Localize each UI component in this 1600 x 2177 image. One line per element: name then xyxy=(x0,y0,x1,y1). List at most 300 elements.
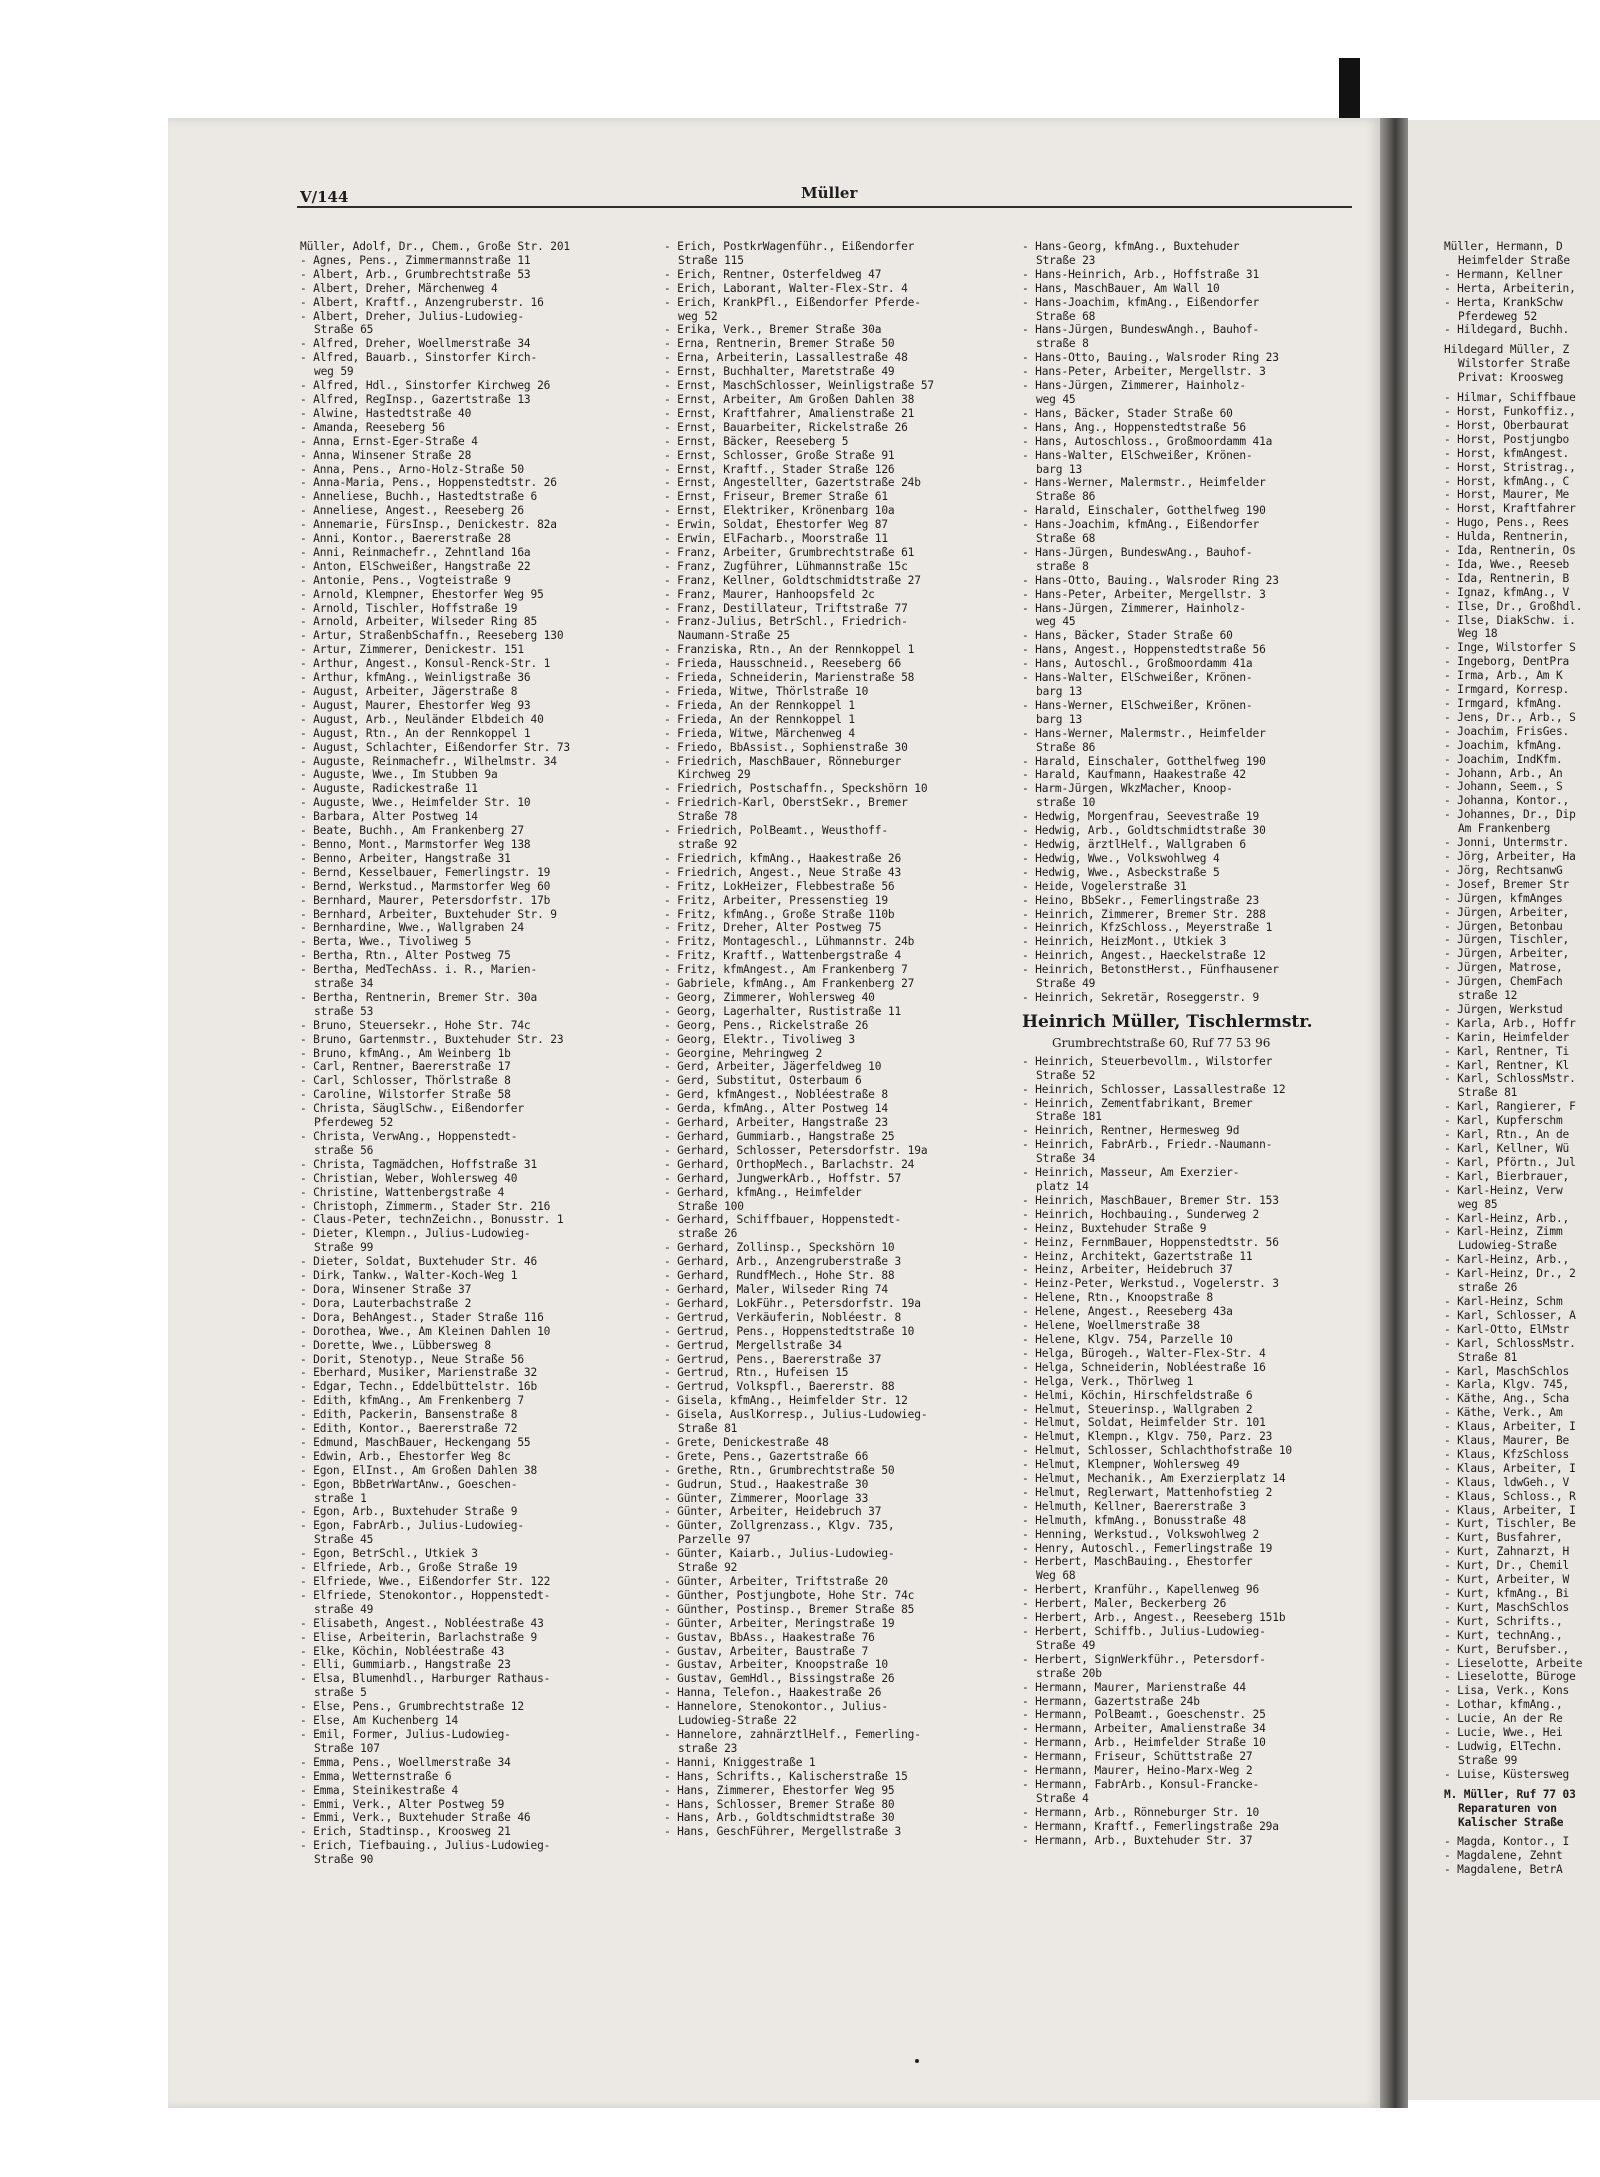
directory-entry: - Edwin, Arb., Ehestorfer Weg 8c xyxy=(300,1449,511,1463)
directory-entry: - Hans, Arb., Goldtschmidtstraße 30 xyxy=(664,1811,895,1825)
directory-entry: - Helmuth, Kellner, Baererstraße 3 xyxy=(1022,1499,1246,1513)
entry-continuation: straße 12 xyxy=(1458,989,1518,1003)
directory-entry: - Hermann, Kellner xyxy=(1444,267,1563,281)
directory-entry: - Karl, MaschSchlos xyxy=(1444,1364,1570,1378)
directory-entry: - Christine, Wattenbergstraße 4 xyxy=(300,1185,505,1199)
directory-entry: - Irmgard, Korresp. xyxy=(1444,683,1570,697)
directory-entry: - Bruno, Gartenmstr., Buxtehuder Str. 23 xyxy=(300,1032,564,1046)
directory-entry: - Hermann, Arb., Heimfelder Straße 10 xyxy=(1022,1736,1266,1750)
directory-entry: - Christian, Weber, Wohlersweg 40 xyxy=(300,1171,518,1185)
directory-entry: - Emmi, Verk., Buxtehuder Straße 46 xyxy=(300,1811,531,1825)
directory-entry: - Hedwig, Wwe., Volkswohlweg 4 xyxy=(1022,851,1220,865)
directory-entry: - Anneliese, Angest., Reeseberg 26 xyxy=(300,504,524,518)
directory-entry: - Erna, Rentnerin, Bremer Straße 50 xyxy=(664,337,895,351)
directory-entry: - Carl, Schlosser, Thörlstraße 8 xyxy=(300,1074,511,1088)
entry-continuation: straße 8 xyxy=(1036,559,1089,573)
directory-entry: - Christa, VerwAng., Hoppenstedt- xyxy=(300,1130,518,1143)
directory-entry: - Helmut, Klempn., Klgv. 750, Parz. 23 xyxy=(1022,1430,1273,1444)
directory-entry: - Horst, Oberbaurat xyxy=(1444,418,1570,432)
advertisement-title: Heinrich Müller, Tischlermstr. xyxy=(1022,1011,1313,1032)
directory-entry: - Heinrich, Zimmerer, Bremer Str. 288 xyxy=(1022,907,1266,921)
directory-entry: - Anton, ElSchweißer, Hangstraße 22 xyxy=(300,559,531,573)
directory-entry: - Günter, Kaiarb., Julius-Ludowieg- xyxy=(664,1547,895,1561)
directory-entry: - Georg, Pens., Rickelstraße 26 xyxy=(664,1018,869,1032)
directory-entry: - Gisela, kfmAng., Heimfelder Str. 12 xyxy=(664,1394,908,1408)
directory-entry: - August, Arbeiter, Jägerstraße 8 xyxy=(300,685,518,698)
directory-entry: - Gustav, GemHdl., Bissingstraße 26 xyxy=(664,1672,895,1686)
directory-entry: - Jürgen, Arbeiter, xyxy=(1444,905,1570,919)
directory-entry: - Käthe, Ang., Scha xyxy=(1444,1392,1570,1406)
directory-entry: - Ernst, Kraftfahrer, Amalienstraße 21 xyxy=(664,406,915,420)
directory-entry: - Gerhard, Maler, Wilseder Ring 74 xyxy=(664,1282,888,1296)
entry-continuation: Kirchweg 29 xyxy=(678,768,751,782)
directory-entry: - Karl, Rentner, Ti xyxy=(1444,1044,1570,1058)
directory-entry: - Grete, Denickestraße 48 xyxy=(664,1435,829,1449)
directory-entry: - Heino, BbSekr., Femerlingstraße 23 xyxy=(1022,893,1260,907)
directory-entry: - Gerd, kfmAngest., Nobléestraße 8 xyxy=(664,1088,888,1102)
directory-entry: - Hanna, Telefon., Haakestraße 26 xyxy=(664,1686,882,1700)
directory-entry: - Friedrich, PolBeamt., Weusthoff- xyxy=(664,824,888,838)
directory-entry: - Ilse, DiakSchw. i. xyxy=(1444,613,1576,627)
directory-entry: - Christa, Tagmädchen, Hoffstraße 31 xyxy=(300,1157,538,1171)
directory-entry: - Herbert, Maler, Beckerberg 26 xyxy=(1022,1597,1227,1611)
entry-continuation: Straße 4 xyxy=(1036,1791,1089,1805)
directory-entry: - Herta, Arbeiterin, xyxy=(1444,281,1576,295)
directory-entry: - Alfred, Bauarb., Sinstorfer Kirch- xyxy=(300,351,538,365)
directory-entry: - Hermann, FabrArb., Konsul-Francke- xyxy=(1022,1777,1260,1791)
directory-entry: - Ilse, Dr., Großhdl. xyxy=(1444,599,1583,613)
directory-entry: - Gerhard, Arb., Anzengruberstraße 3 xyxy=(664,1255,902,1269)
directory-entry: - Ernst, Buchhalter, Maretstraße 49 xyxy=(664,365,895,379)
directory-entry: - Hans, Bäcker, Stader Straße 60 xyxy=(1022,629,1233,643)
directory-entry: - Johann, Arb., An xyxy=(1444,766,1563,780)
directory-entry: - Hans-Joachim, kfmAng., Eißendorfer xyxy=(1022,295,1260,309)
entry-continuation: straße 26 xyxy=(1458,1281,1518,1295)
directory-entry: - Günther, Postjungbote, Hohe Str. 74c xyxy=(664,1588,915,1602)
directory-entry: - Kurt, Tischler, Be xyxy=(1444,1517,1576,1531)
directory-entry: - Bernd, Kesselbauer, Femerlingstr. 19 xyxy=(300,865,551,879)
directory-entry: - Else, Pens., Grumbrechtstraße 12 xyxy=(300,1700,524,1714)
directory-entry: - Eberhard, Musiker, Marienstraße 32 xyxy=(300,1366,538,1380)
directory-entry: - Frieda, An der Rennkoppel 1 xyxy=(664,698,855,712)
entry-continuation: Straße 23 xyxy=(1036,253,1096,267)
entry-continuation: straße 1 xyxy=(314,1491,367,1505)
directory-entry: - Franziska, Rtn., An der Rennkoppel 1 xyxy=(664,643,915,657)
directory-entry: - Friedrich-Karl, OberstSekr., Bremer xyxy=(664,796,908,810)
entry-continuation: Pferdeweg 52 xyxy=(314,1116,394,1130)
directory-entry: - Heide, Vogelerstraße 31 xyxy=(1022,879,1187,893)
directory-entry: - Ernst, Friseur, Bremer Straße 61 xyxy=(664,490,888,504)
directory-entry: - Günther, Postinsp., Bremer Straße 85 xyxy=(664,1602,915,1616)
directory-entry: - Lucie, Wwe., Hei xyxy=(1444,1726,1563,1740)
entry-continuation: Straße 81 xyxy=(1458,1350,1518,1364)
directory-entry: - Hermann, Kraftf., Femerlingstraße 29a xyxy=(1022,1819,1279,1833)
directory-entry: - Arnold, Klempner, Ehestorfer Weg 95 xyxy=(300,587,544,601)
directory-entry: - Karl-Heinz, Schm xyxy=(1444,1294,1563,1308)
directory-entry: - Elsa, Blumenhdl., Harburger Rathaus- xyxy=(300,1672,551,1686)
header-rule xyxy=(297,206,1352,208)
directory-entry: - Friedrich, Postschaffn., Speckshörn 10 xyxy=(664,782,928,796)
directory-entry: - Arnold, Arbeiter, Wilseder Ring 85 xyxy=(300,615,538,629)
directory-entry: - Georg, Zimmerer, Wohlersweg 40 xyxy=(664,990,875,1004)
directory-entry: - Karl-Otto, ElMstr xyxy=(1444,1322,1570,1336)
directory-entry: - Bernhard, Maurer, Petersdorfstr. 17b xyxy=(300,893,551,907)
directory-entry: - Bernhardine, Wwe., Wallgraben 24 xyxy=(300,921,524,935)
entry-continuation: straße 8 xyxy=(1036,337,1089,351)
directory-entry: - Gertrud, Pens., Baererstraße 37 xyxy=(664,1352,882,1366)
directory-entry: - Klaus, Arbeiter, I xyxy=(1444,1461,1576,1475)
directory-entry: - Caroline, Wilstorfer Straße 58 xyxy=(300,1088,511,1102)
directory-entry: - Karl, Schlosser, A xyxy=(1444,1308,1576,1322)
directory-entry: - Erika, Verk., Bremer Straße 30a xyxy=(664,323,882,337)
directory-entry: - Bruno, kfmAng., Am Weinberg 1b xyxy=(300,1046,511,1060)
directory-entry: - Elke, Köchin, Nobléestraße 43 xyxy=(300,1644,505,1658)
directory-entry: - Günter, Zimmerer, Moorlage 33 xyxy=(664,1491,869,1505)
entry-continuation: Parzelle 97 xyxy=(678,1533,751,1547)
directory-entry: - Gerda, kfmAng., Alter Postweg 14 xyxy=(664,1102,888,1116)
directory-entry: - Heinrich, FabrArb., Friedr.-Naumann- xyxy=(1022,1138,1273,1152)
entry-continuation: straße 26 xyxy=(678,1227,738,1241)
directory-entry: - Dieter, Klempn., Julius-Ludowieg- xyxy=(300,1227,531,1241)
directory-entry: - Emma, Steinikestraße 4 xyxy=(300,1783,459,1797)
directory-entry: - Karl-Heinz, Zimm xyxy=(1444,1225,1563,1239)
directory-entry: - Artur, Zimmerer, Denickestr. 151 xyxy=(300,643,524,657)
entry-continuation: Ludowieg-Straße 22 xyxy=(678,1714,797,1728)
scan-speck xyxy=(915,2059,919,2063)
directory-entry: - Friedrich, kfmAng., Haakestraße 26 xyxy=(664,851,902,865)
directory-entry: - Gustav, Arbeiter, Baustraße 7 xyxy=(664,1644,869,1658)
directory-entry: - Auguste, Reinmachefr., Wilhelmstr. 34 xyxy=(300,754,557,768)
directory-entry: - Karl, Rtn., An de xyxy=(1444,1128,1570,1142)
directory-entry: - Fritz, Dreher, Alter Postweg 75 xyxy=(664,921,882,935)
directory-entry: - Heinrich, KfzSchloss., Meyerstraße 1 xyxy=(1022,921,1273,935)
directory-entry: - Henry, Autoschl., Femerlingstraße 19 xyxy=(1022,1541,1273,1555)
directory-entry: - Hans, Angest., Hoppenstedtstraße 56 xyxy=(1022,643,1266,657)
directory-entry: - Ernst, Bäcker, Reeseberg 5 xyxy=(664,434,849,448)
right-page-column xyxy=(1444,240,1596,1877)
directory-entry: - Gustav, Arbeiter, Knoopstraße 10 xyxy=(664,1658,888,1672)
entry-continuation: Straße 115 xyxy=(678,253,744,267)
directory-entry: - Franz, Arbeiter, Grumbrechtstraße 61 xyxy=(664,545,915,559)
entry-continuation: barg 13 xyxy=(1036,712,1083,726)
entry-continuation: Straße 49 xyxy=(1036,1638,1096,1652)
entry-continuation: barg 13 xyxy=(1036,685,1083,698)
directory-entry: - Georg, Elektr., Tivoliweg 3 xyxy=(664,1032,855,1046)
directory-entry: - Heinz, Architekt, Gazertstraße 11 xyxy=(1022,1249,1253,1263)
directory-entry: - Ernst, Bauarbeiter, Rickelstraße 26 xyxy=(664,420,908,434)
directory-entry: - Gerhard, Schiffbauer, Hoppenstedt- xyxy=(664,1213,902,1227)
directory-entry: - Franz-Julius, BetrSchl., Friedrich- xyxy=(664,615,908,629)
directory-entry: - Gerhard, Gummiarb., Hangstraße 25 xyxy=(664,1130,895,1143)
directory-entry: - Horst, kfmAng., C xyxy=(1444,474,1570,488)
directory-entry: - Hans, MaschBauer, Am Wall 10 xyxy=(1022,281,1220,295)
entry-continuation: Privat: Kroosweg xyxy=(1458,371,1564,385)
entry-continuation: Heimfelder Straße xyxy=(1458,253,1570,267)
directory-entry: - Hans-Werner, ElSchweißer, Krönen- xyxy=(1022,698,1253,712)
directory-entry: - Hedwig, Arb., Goldtschmidtstraße 30 xyxy=(1022,824,1266,838)
directory-entry: - Frieda, An der Rennkoppel 1 xyxy=(664,712,855,726)
directory-entry: - Alfred, RegInsp., Gazertstraße 13 xyxy=(300,392,531,406)
directory-entry: - Karl-Heinz, Dr., 2 xyxy=(1444,1267,1576,1281)
directory-entry: - Harald, Kaufmann, Haakestraße 42 xyxy=(1022,768,1246,782)
directory-entry: Hildegard Müller, Z xyxy=(1444,343,1570,357)
directory-entry: - Hans-Werner, Malermstr., Heimfelder xyxy=(1022,476,1266,490)
entry-continuation: straße 53 xyxy=(314,1004,374,1018)
directory-entry: - Kurt, Dr., Chemil xyxy=(1444,1559,1570,1573)
directory-entry: - Claus-Peter, technZeichn., Bonusstr. 1 xyxy=(300,1213,564,1227)
directory-entry: - Alfred, Hdl., Sinstorfer Kirchweg 26 xyxy=(300,379,551,393)
directory-entry: - Franz, Kellner, Goldtschmidtstraße 27 xyxy=(664,573,921,587)
directory-entry: - Friedo, BbAssist., Sophienstraße 30 xyxy=(664,740,908,754)
directory-entry: - Fritz, Arbeiter, Pressenstieg 19 xyxy=(664,893,888,907)
directory-entry: - Jürgen, Tischler, xyxy=(1444,933,1570,947)
directory-entry: - Erich, Stadtinsp., Kroosweg 21 xyxy=(300,1825,511,1839)
entry-continuation: Kalischer Straße xyxy=(1458,1815,1564,1829)
entry-continuation: Am Frankenberg xyxy=(1458,822,1551,836)
directory-entry: - Harald, Einschaler, Gotthelfweg 190 xyxy=(1022,754,1266,768)
directory-entry: - Herbert, Kranführ., Kapellenweg 96 xyxy=(1022,1583,1260,1597)
directory-entry: - Hans-Peter, Arbeiter, Mergellstr. 3 xyxy=(1022,365,1266,379)
directory-entry: - Helene, Angest., Reeseberg 43a xyxy=(1022,1305,1233,1319)
entry-continuation: Straße 68 xyxy=(1036,532,1096,546)
directory-entry: - Emma, Wetternstraße 6 xyxy=(300,1769,452,1783)
directory-entry: - Lisa, Verk., Kons xyxy=(1444,1684,1570,1698)
directory-entry: - Franz, Maurer, Hanhoopsfeld 2c xyxy=(664,587,875,601)
directory-entry: - Horst, Maurer, Me xyxy=(1444,488,1570,502)
directory-entry: - Edmund, MaschBauer, Heckengang 55 xyxy=(300,1435,531,1449)
directory-entry: - Bertha, MedTechAss. i. R., Marien- xyxy=(300,963,538,977)
directory-entry: - Harm-Jürgen, WkzMacher, Knoop- xyxy=(1022,782,1233,796)
directory-entry: - Herbert, Schiffb., Julius-Ludowieg- xyxy=(1022,1625,1266,1638)
directory-entry: - Gertrud, Mergellstraße 34 xyxy=(664,1338,842,1352)
entry-continuation: Ludowieg-Straße xyxy=(1458,1239,1557,1253)
directory-entry: - Helga, Bürogeh., Walter-Flex-Str. 4 xyxy=(1022,1346,1266,1360)
directory-entry: - Egon, ElInst., Am Großen Dahlen 38 xyxy=(300,1463,538,1477)
directory-entry: - Karl, Kellner, Wü xyxy=(1444,1142,1570,1155)
directory-entry: - Heinrich, MaschBauer, Bremer Str. 153 xyxy=(1022,1193,1279,1207)
directory-entry: - Albert, Kraftf., Anzengruberstr. 16 xyxy=(300,295,544,309)
directory-entry: - Gabriele, kfmAng., Am Frankenberg 27 xyxy=(664,977,915,991)
directory-entry: - Horst, Funkoffiz., xyxy=(1444,404,1576,418)
directory-entry: - Hans-Otto, Bauing., Walsroder Ring 23 xyxy=(1022,573,1279,587)
directory-entry: - Kurt, kfmAng., Bi xyxy=(1444,1587,1570,1600)
directory-entry: - Karl-Heinz, Verw xyxy=(1444,1183,1563,1197)
directory-entry: - Karl-Heinz, Arb., xyxy=(1444,1253,1570,1267)
directory-entry: - Hans-Jürgen, Zimmerer, Hainholz- xyxy=(1022,379,1246,393)
directory-entry: - Hans-Werner, Malermstr., Heimfelder xyxy=(1022,726,1266,740)
directory-entry: - Hans, Zimmerer, Ehestorfer Weg 95 xyxy=(664,1783,895,1797)
directory-entry: - Grete, Pens., Gazertstraße 66 xyxy=(664,1449,869,1463)
directory-entry: - Elfriede, Arb., Große Straße 19 xyxy=(300,1561,518,1575)
entry-continuation: straße 34 xyxy=(314,977,374,991)
directory-entry: - Gerd, Arbeiter, Jägerfeldweg 10 xyxy=(664,1060,882,1074)
directory-entry: - Josef, Bremer Str xyxy=(1444,877,1570,891)
entry-continuation: Straße 49 xyxy=(1036,977,1096,991)
directory-entry: - Gertrud, Volkspfl., Baererstr. 88 xyxy=(664,1380,895,1394)
directory-entry: - Heinrich, Schlosser, Lassallestraße 12 xyxy=(1022,1082,1286,1096)
directory-entry: - Hans-Walter, ElSchweißer, Krönen- xyxy=(1022,671,1253,685)
directory-entry: - Else, Am Kuchenberg 14 xyxy=(300,1714,459,1728)
directory-entry: - Hannelore, Stenokontor., Julius- xyxy=(664,1700,888,1714)
directory-entry: - Hans-Walter, ElSchweißer, Krönen- xyxy=(1022,448,1253,462)
directory-entry: - Dorothea, Wwe., Am Kleinen Dahlen 10 xyxy=(300,1324,551,1338)
directory-entry: - Artur, StraßenbSchaffn., Reeseberg 130 xyxy=(300,629,564,643)
directory-entry: - Hermann, Maurer, Marienstraße 44 xyxy=(1022,1680,1246,1694)
directory-entry: - Fritz, Kraftf., Wattenbergstraße 4 xyxy=(664,949,902,963)
directory-entry: - August, Schlachter, Eißendorfer Str. 73 xyxy=(300,740,571,754)
directory-entry: - Dieter, Soldat, Buxtehuder Str. 46 xyxy=(300,1255,538,1269)
entry-continuation: Straße 107 xyxy=(314,1741,380,1755)
directory-entry: - Johanna, Kontor., xyxy=(1444,794,1570,808)
directory-entry: - Hedwig, Wwe., Asbeckstraße 5 xyxy=(1022,865,1220,879)
directory-entry: - Egon, FabrArb., Julius-Ludowieg- xyxy=(300,1519,524,1533)
directory-entry: - Fritz, kfmAng., Große Straße 110b xyxy=(664,907,895,921)
entry-continuation: Naumann-Straße 25 xyxy=(678,629,790,643)
directory-entry: - Emmi, Verk., Alter Postweg 59 xyxy=(300,1797,505,1811)
directory-entry: - Emil, Former, Julius-Ludowieg- xyxy=(300,1727,511,1741)
directory-entry: - Helene, Woellmerstraße 38 xyxy=(1022,1319,1200,1333)
directory-entry: Müller, Adolf, Dr., Chem., Große Str. 201 xyxy=(300,240,571,253)
directory-entry: - Heinrich, Sekretär, Roseggerstr. 9 xyxy=(1022,990,1260,1004)
directory-entry: - Berta, Wwe., Tivoliweg 5 xyxy=(300,935,472,949)
directory-entry: - Helene, Klgv. 754, Parzelle 10 xyxy=(1022,1332,1233,1346)
entry-continuation: Straße 81 xyxy=(1458,1086,1518,1100)
directory-entry: - Jens, Dr., Arb., S xyxy=(1444,710,1576,724)
directory-entry: - Egon, BetrSchl., Utkiek 3 xyxy=(300,1547,478,1561)
directory-entry: - Ida, Wwe., Reeseb xyxy=(1444,557,1570,571)
directory-entry: - Edgar, Techn., Eddelbüttelstr. 16b xyxy=(300,1380,538,1394)
directory-entry: - Fritz, Montageschl., Lühmannstr. 24b xyxy=(664,935,915,949)
directory-entry: - Horst, kfmAngest. xyxy=(1444,446,1570,460)
directory-entry: - Günter, Zollgrenzass., Klgv. 735, xyxy=(664,1519,895,1533)
directory-entry: - Dirk, Tankw., Walter-Koch-Weg 1 xyxy=(300,1269,518,1283)
directory-entry: - Kurt, Busfahrer, xyxy=(1444,1531,1563,1545)
directory-entry: - Heinrich, Masseur, Am Exerzier- xyxy=(1022,1166,1240,1180)
directory-entry: - Kurt, Schrifts., xyxy=(1444,1614,1563,1628)
directory-entry: - Harald, Einschaler, Gotthelfweg 190 xyxy=(1022,504,1266,518)
directory-column-3 xyxy=(1022,240,1352,1848)
entry-continuation: Straße 81 xyxy=(678,1422,738,1436)
directory-entry: - Ingeborg, DentPra xyxy=(1444,655,1570,669)
directory-entry: - Arnold, Tischler, Hoffstraße 19 xyxy=(300,601,518,615)
directory-entry: - Hans, Bäcker, Stader Straße 60 xyxy=(1022,406,1233,420)
directory-entry: - Jürgen, Matrose, xyxy=(1444,961,1563,975)
directory-entry: - Albert, Dreher, Märchenweg 4 xyxy=(300,281,498,295)
directory-entry: - Karin, Heimfelder xyxy=(1444,1030,1570,1044)
directory-entry: - August, Rtn., An der Rennkoppel 1 xyxy=(300,726,531,740)
directory-entry: - Hulda, Rentnerin, xyxy=(1444,530,1570,544)
page-number: V/144 xyxy=(300,188,349,206)
directory-entry: - Günter, Arbeiter, Triftstraße 20 xyxy=(664,1575,888,1588)
entry-continuation: Straße 78 xyxy=(678,810,738,824)
directory-entry: - Fritz, kfmAngest., Am Frankenberg 7 xyxy=(664,963,908,977)
directory-entry: - Erna, Arbeiterin, Lassallestraße 48 xyxy=(664,351,908,365)
directory-entry: - Klaus, Maurer, Be xyxy=(1444,1434,1570,1448)
directory-entry: - Magdalene, BetrA xyxy=(1444,1863,1563,1877)
directory-entry: - Anneliese, Buchh., Hastedtstraße 6 xyxy=(300,490,538,504)
directory-entry: - Friedrich, MaschBauer, Rönneburger xyxy=(664,754,902,768)
directory-entry: - Heinrich, Steuerbevollm., Wilstorfer xyxy=(1022,1054,1273,1068)
directory-entry: - Lieselotte, Büroge xyxy=(1444,1670,1576,1684)
directory-entry: - Heinrich, Zementfabrikant, Bremer xyxy=(1022,1096,1253,1110)
directory-entry: - Alwine, Hastedtstraße 40 xyxy=(300,406,472,420)
entry-continuation: Straße 86 xyxy=(1036,740,1096,754)
directory-entry: - Bernhard, Arbeiter, Buxtehuder Str. 9 xyxy=(300,907,557,921)
directory-entry: - Jürgen, ChemFach xyxy=(1444,975,1563,989)
directory-entry: - Karla, Arb., Hoffr xyxy=(1444,1016,1576,1030)
directory-entry: - Grethe, Rtn., Grumbrechtstraße 50 xyxy=(664,1463,895,1477)
directory-entry: - Benno, Arbeiter, Hangstraße 31 xyxy=(300,851,511,865)
directory-entry: - Bernd, Werkstud., Marmstorfer Weg 60 xyxy=(300,879,551,893)
directory-entry: - Helmut, Steuerinsp., Wallgraben 2 xyxy=(1022,1402,1253,1416)
directory-entry: - Hans-Jürgen, BundeswAng., Bauhof- xyxy=(1022,545,1253,559)
directory-entry: - Hermann, Arbeiter, Amalienstraße 34 xyxy=(1022,1722,1266,1736)
directory-entry: - Hans, Schlosser, Bremer Straße 80 xyxy=(664,1797,895,1811)
directory-entry: - Horst, Stristrag., xyxy=(1444,460,1576,474)
directory-entry: - Kurt, Zahnarzt, H xyxy=(1444,1545,1570,1559)
entry-continuation: straße 20b xyxy=(1036,1666,1102,1680)
entry-continuation: Straße 99 xyxy=(314,1241,374,1255)
entry-continuation: Straße 181 xyxy=(1036,1110,1102,1124)
entry-continuation: weg 45 xyxy=(1036,392,1076,406)
directory-entry: - Dorit, Stenotyp., Neue Straße 56 xyxy=(300,1352,524,1366)
directory-entry: - Karl, Rangierer, F xyxy=(1444,1100,1576,1114)
directory-entry: - Herbert, Arb., Angest., Reeseberg 151b xyxy=(1022,1611,1286,1625)
directory-entry: - Beate, Buchh., Am Frankenberg 27 xyxy=(300,824,524,838)
directory-entry: - Kurt, technAng., xyxy=(1444,1628,1563,1642)
directory-entry: - Dora, BehAngest., Stader Straße 116 xyxy=(300,1310,544,1324)
directory-entry: - Bruno, Steuersekr., Hohe Str. 74c xyxy=(300,1018,531,1032)
directory-entry: - Hans-Jürgen, BundeswAngh., Bauhof- xyxy=(1022,323,1260,337)
directory-entry: - Erich, KrankPfl., Eißendorfer Pferde- xyxy=(664,295,921,309)
directory-entry: - Carl, Rentner, Baererstraße 17 xyxy=(300,1060,511,1074)
directory-entry: - Hermann, Maurer, Heino-Marx-Weg 2 xyxy=(1022,1764,1253,1778)
directory-entry: - Karla, Klgv. 745, xyxy=(1444,1378,1570,1392)
directory-entry: - Arthur, kfmAng., Weinligstraße 36 xyxy=(300,671,531,685)
directory-entry: - Elfriede, Wwe., Eißendorfer Str. 122 xyxy=(300,1575,551,1588)
directory-entry: - Fritz, LokHeizer, Flebbestraße 56 xyxy=(664,879,895,893)
directory-entry: - Erich, Laborant, Walter-Flex-Str. 4 xyxy=(664,281,908,295)
directory-entry: - Magdalene, Zehnt xyxy=(1444,1849,1563,1863)
directory-entry: - Hans, Autoschl., Großmoordamm 41a xyxy=(1022,657,1253,671)
directory-entry: - Erwin, Soldat, Ehestorfer Weg 87 xyxy=(664,518,888,532)
directory-entry: - Heinrich, Rentner, Hermesweg 9d xyxy=(1022,1124,1240,1138)
directory-entry: - Hans-Joachim, kfmAng., Eißendorfer xyxy=(1022,518,1260,532)
directory-entry: - Lucie, An der Re xyxy=(1444,1712,1563,1726)
directory-entry: - Jörg, RechtsanwG xyxy=(1444,863,1563,877)
directory-entry: - Heinrich, BetonstHerst., Fünfhausener xyxy=(1022,963,1279,977)
directory-entry: - Hans, Schrifts., Kalischerstraße 15 xyxy=(664,1769,908,1783)
directory-entry: - Karl, Kupferschm xyxy=(1444,1114,1563,1128)
entry-continuation: Straße 99 xyxy=(1458,1753,1518,1767)
entry-continuation: weg 45 xyxy=(1036,615,1076,629)
directory-entry: - Herbert, MaschBauing., Ehestorfer xyxy=(1022,1555,1253,1569)
directory-entry: - Gerhard, kfmAng., Heimfelder xyxy=(664,1185,862,1199)
directory-entry: - Horst, Kraftfahrer xyxy=(1444,502,1576,516)
directory-entry: - Amanda, Reeseberg 56 xyxy=(300,420,445,434)
entry-continuation: barg 13 xyxy=(1036,462,1083,476)
directory-entry: - Hans-Otto, Bauing., Walsroder Ring 23 xyxy=(1022,351,1279,365)
directory-entry: - Karl, SchlossMstr. xyxy=(1444,1072,1576,1086)
directory-entry: - Ernst, Elektriker, Krönenbarg 10a xyxy=(664,504,895,518)
directory-entry: - Klaus, ldwGeh., V xyxy=(1444,1475,1570,1489)
entry-continuation: straße 56 xyxy=(314,1143,374,1157)
directory-entry: - Edith, Kontor., Baererstraße 72 xyxy=(300,1422,518,1436)
directory-entry: - Inge, Wilstorfer S xyxy=(1444,641,1576,655)
directory-entry: - Hermann, Arb., Buxtehuder Str. 37 xyxy=(1022,1833,1253,1847)
directory-entry: - Hildegard, Buchh. xyxy=(1444,323,1570,337)
directory-entry: - Gertrud, Pens., Hoppenstedtstraße 10 xyxy=(664,1324,915,1338)
